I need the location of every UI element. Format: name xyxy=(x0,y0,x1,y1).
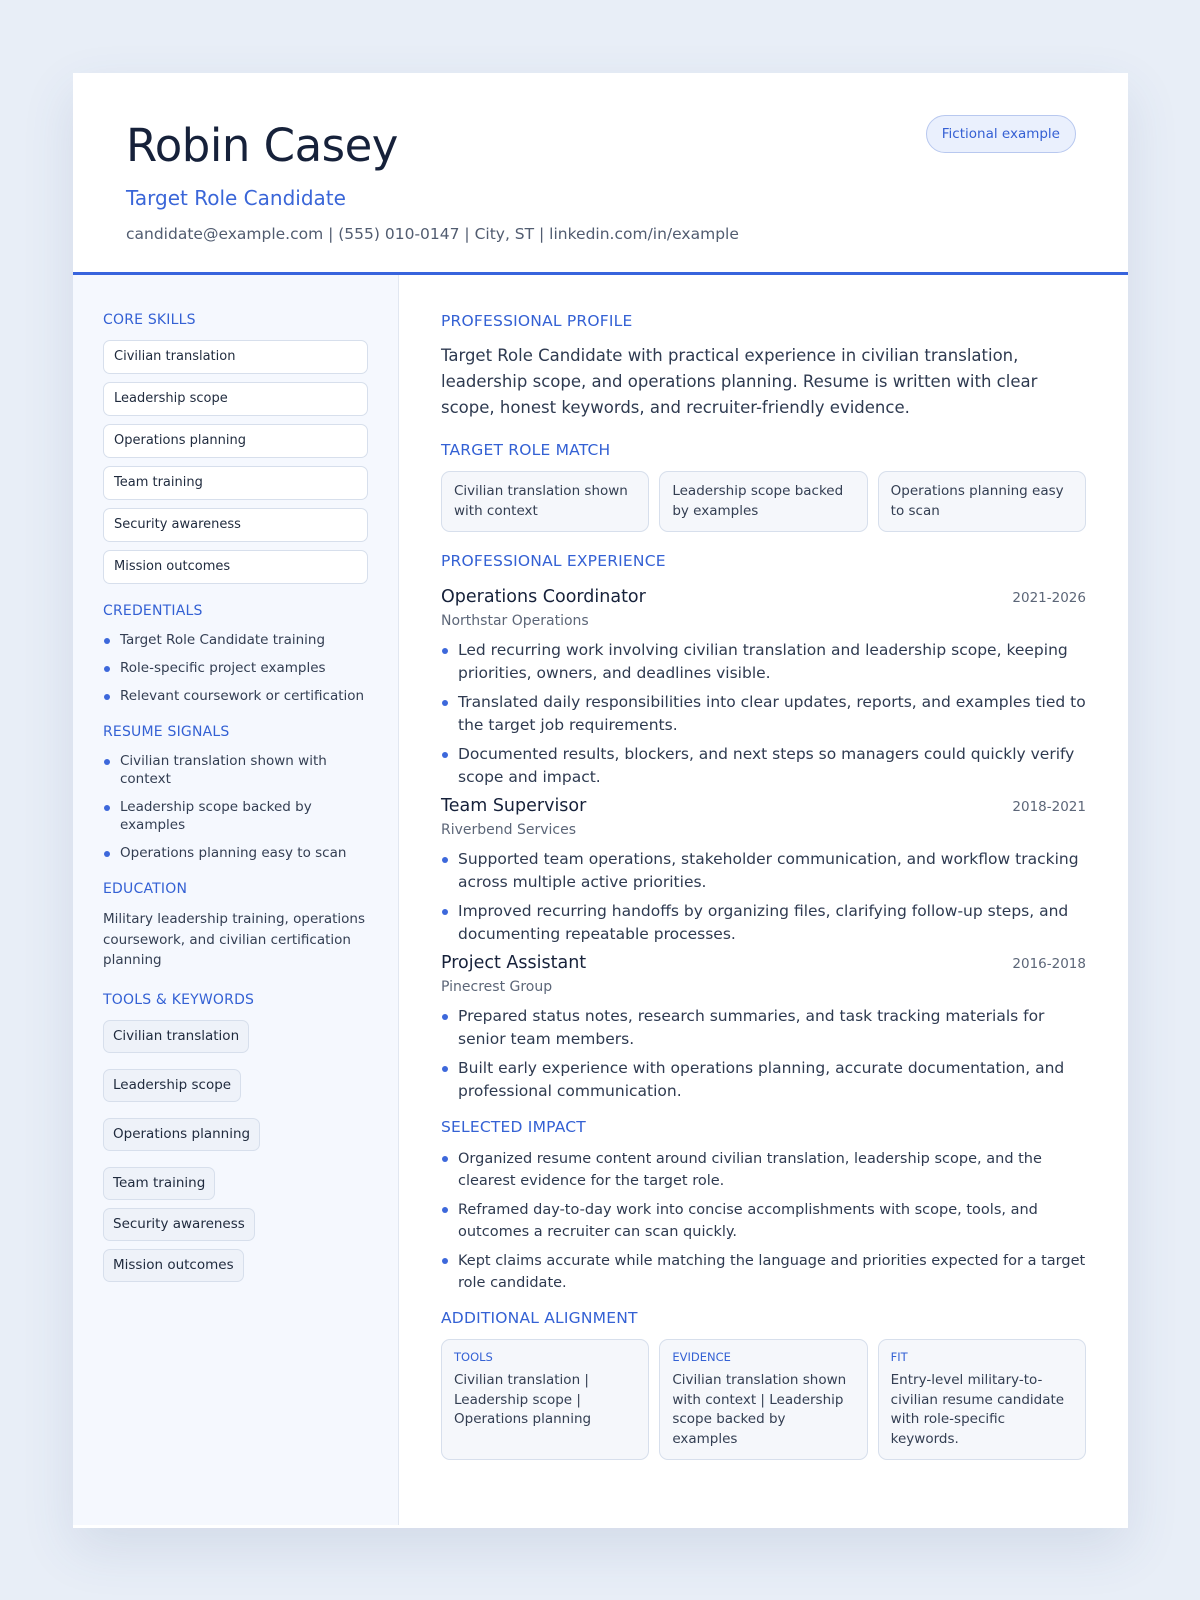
additional-alignment-cards xyxy=(441,1339,1086,1460)
job-bullets xyxy=(441,1005,1086,1103)
job-bullet: Translated daily responsibilities into clear updates, reports, and examples tied to the target job requirements. xyxy=(441,691,1086,737)
job-dates: 2016-2018 xyxy=(1012,956,1086,972)
resume-signals-list xyxy=(103,752,368,862)
tools-keywords-heading: TOOLS & KEYWORDS xyxy=(103,991,255,1008)
keyword-chip: Security awareness xyxy=(103,1208,255,1241)
keyword-chip: Team training xyxy=(103,1167,215,1200)
sidebar xyxy=(73,275,399,1525)
core-skills-heading: CORE SKILLS xyxy=(103,312,196,328)
alignment-card-text: Civilian translation | Leadership scope | Operations planning xyxy=(454,1372,592,1427)
job-entry xyxy=(441,952,1086,1103)
alignment-card-text: Entry-level military-to-civilian resume candidate with role-specific keywords. xyxy=(890,1372,1065,1447)
job-bullet: Documented results, blockers, and next steps so managers could quickly verify scope and impact. xyxy=(441,743,1086,789)
credential-item: Relevant coursework or certification xyxy=(103,687,368,705)
match-card: Civilian translation shown with context xyxy=(441,471,649,532)
resume-page xyxy=(73,73,1128,1528)
credential-item: Role-specific project examples xyxy=(103,659,368,677)
education-heading: EDUCATION xyxy=(103,881,188,897)
credentials-heading: CREDENTIALS xyxy=(103,603,203,619)
contact-line: candidate@example.com | (555) 010-0147 | City, ST | linkedin.com/in/example xyxy=(126,225,739,243)
candidate-role: Target Role Candidate xyxy=(126,186,346,210)
alignment-card xyxy=(659,1339,867,1460)
job-title: Team Supervisor xyxy=(441,796,587,816)
impact-bullet: Kept claims accurate while matching the language and priorities expected for a target role candidate. xyxy=(441,1250,1086,1294)
signal-item: Operations planning easy to scan xyxy=(103,844,368,862)
job-bullet: Built early experience with operations planning, accurate documentation, and professional communication. xyxy=(441,1057,1086,1103)
job-bullets xyxy=(441,639,1086,789)
resume-signals-heading: RESUME SIGNALS xyxy=(103,724,230,740)
main-column xyxy=(399,275,1128,1525)
signal-item: Civilian translation shown with context xyxy=(103,752,368,788)
job-bullet: Prepared status notes, research summaries, and task tracking materials for senior team members. xyxy=(441,1005,1086,1051)
job-bullet: Led recurring work involving civilian translation and leadership scope, keeping priorities, owners, and deadlines visible. xyxy=(441,639,1086,685)
selected-impact-heading: SELECTED IMPACT xyxy=(441,1118,586,1136)
job-bullets xyxy=(441,848,1086,946)
selected-impact-list xyxy=(441,1148,1086,1294)
profile-text: Target Role Candidate with practical experience in civilian translation, leadership scope, and operations planning. Resume is written with clear scope, honest keywords, and recruiter-friendly evidence. xyxy=(441,346,1038,417)
job-bullet: Improved recurring handoffs by organizing files, clarifying follow-up steps, and documenting repeatable processes. xyxy=(441,900,1086,946)
resume-header xyxy=(73,73,1128,275)
tools-keywords-chips xyxy=(103,1020,363,1282)
core-skills-list xyxy=(103,340,368,584)
impact-bullet: Reframed day-to-day work into concise accomplishments with scope, tools, and outcomes a recruiter can scan quickly. xyxy=(441,1199,1086,1243)
job-entry xyxy=(441,586,1086,789)
core-skill: Civilian translation xyxy=(103,340,368,374)
education-text: Military leadership training, operations coursework, and civilian certification planning xyxy=(103,911,365,968)
keyword-chip: Civilian translation xyxy=(103,1020,249,1053)
job-title: Operations Coordinator xyxy=(441,587,646,607)
target-role-match-heading: TARGET ROLE MATCH xyxy=(441,441,611,459)
alignment-card-tag: TOOLS xyxy=(454,1350,493,1364)
match-card: Leadership scope backed by examples xyxy=(659,471,867,532)
additional-alignment-heading: ADDITIONAL ALIGNMENT xyxy=(441,1309,638,1327)
job-dates: 2021-2026 xyxy=(1012,590,1086,606)
keyword-chip: Mission outcomes xyxy=(103,1249,244,1282)
target-role-match-cards xyxy=(441,471,1086,532)
candidate-name: Robin Casey xyxy=(126,119,398,172)
impact-bullet: Organized resume content around civilian translation, leadership scope, and the clearest evidence for the target role. xyxy=(441,1148,1086,1192)
core-skill: Team training xyxy=(103,466,368,500)
profile-heading: PROFESSIONAL PROFILE xyxy=(441,312,633,330)
job-title: Project Assistant xyxy=(441,953,587,973)
resume-body xyxy=(73,275,1128,1525)
alignment-card-text: Civilian translation shown with context | Leadership scope backed by examples xyxy=(672,1372,847,1447)
core-skill: Operations planning xyxy=(103,424,368,458)
alignment-card-tag: FIT xyxy=(890,1350,908,1364)
alignment-card xyxy=(441,1339,649,1460)
keyword-chip: Leadership scope xyxy=(103,1069,241,1102)
signal-item: Leadership scope backed by examples xyxy=(103,798,368,834)
match-card: Operations planning easy to scan xyxy=(878,471,1086,532)
alignment-card-tag: EVIDENCE xyxy=(672,1350,731,1364)
job-bullet: Supported team operations, stakeholder communication, and workflow tracking across multiple active priorities. xyxy=(441,848,1086,894)
core-skill: Security awareness xyxy=(103,508,368,542)
keyword-chip: Operations planning xyxy=(103,1118,260,1151)
core-skill: Mission outcomes xyxy=(103,550,368,584)
fictional-badge: Fictional example xyxy=(926,115,1076,153)
job-entry xyxy=(441,795,1086,946)
credentials-list xyxy=(103,631,368,705)
experience-heading: PROFESSIONAL EXPERIENCE xyxy=(441,552,666,570)
job-company: Riverbend Services xyxy=(441,822,577,838)
job-company: Northstar Operations xyxy=(441,613,589,629)
job-dates: 2018-2021 xyxy=(1012,799,1086,815)
core-skill: Leadership scope xyxy=(103,382,368,416)
job-company: Pinecrest Group xyxy=(441,979,553,995)
alignment-card xyxy=(878,1339,1086,1460)
credential-item: Target Role Candidate training xyxy=(103,631,368,649)
